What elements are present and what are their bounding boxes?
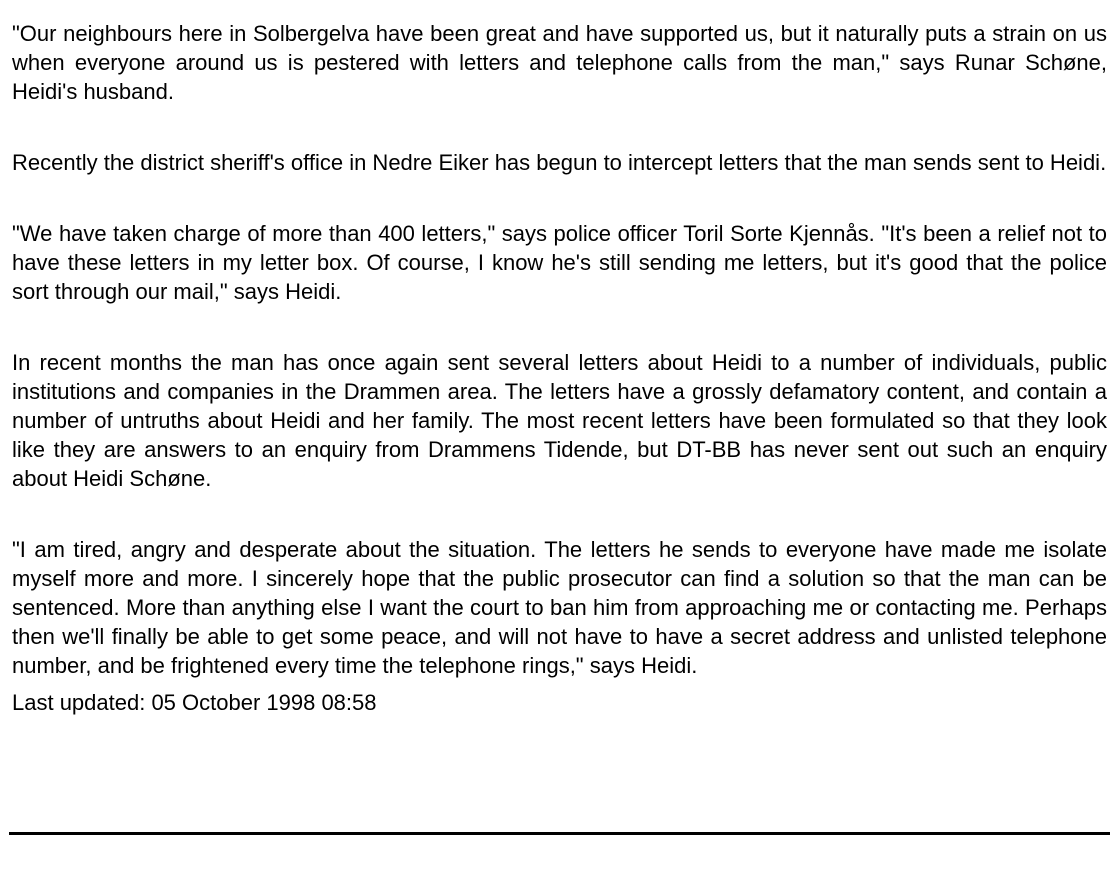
paragraph-heidi-quote: "I am tired, angry and desperate about the situation. The letters he sends to everyone have made me isolate myself more and more. I sincerely hope that the public prosecutor can find a solution so that the man can be sentenced. More than anything else I want the court to ban him from approaching me or contacting me. Perhaps then we'll finally be able to get some peace, and will not have to have a secret address and unlisted telephone number, and be frightened every time the telephone rings," says Heidi. xyxy=(12,537,1107,678)
paragraph-police-letters: "We have taken charge of more than 400 letters," says police officer Toril Sorte Kjennås. "It's been a relief not to have these letters in my letter box. Of course, I know he's still sending me letters, but it's good that the police sort through our mail," says Heidi. xyxy=(12,221,1107,304)
last-updated-timestamp: Last updated: 05 October 1998 08:58 xyxy=(12,690,377,715)
paragraph-neighbours-quote: "Our neighbours here in Solbergelva have been great and have supported us, but it naturally puts a strain on us when everyone around us is pestered with letters and telephone calls from the man," says Runar Schøne, Heidi's husband. xyxy=(12,21,1107,104)
paragraph-recent-letters: In recent months the man has once again sent several letters about Heidi to a number of individuals, public institutions and companies in the Drammen area. The letters have a grossly defamatory content, and contain a number of untruths about Heidi and her family. The most recent letters have been formulated so that they look like they are answers to an enquiry from Drammens Tidende, but DT-BB has never sent out such an enquiry about Heidi Schøne. xyxy=(12,350,1107,491)
horizontal-divider xyxy=(9,832,1110,835)
article-body xyxy=(12,19,1107,717)
paragraph-sheriff-intercept: Recently the district sheriff's office in Nedre Eiker has begun to intercept letters that the man sends sent to Heidi. xyxy=(12,150,1107,175)
